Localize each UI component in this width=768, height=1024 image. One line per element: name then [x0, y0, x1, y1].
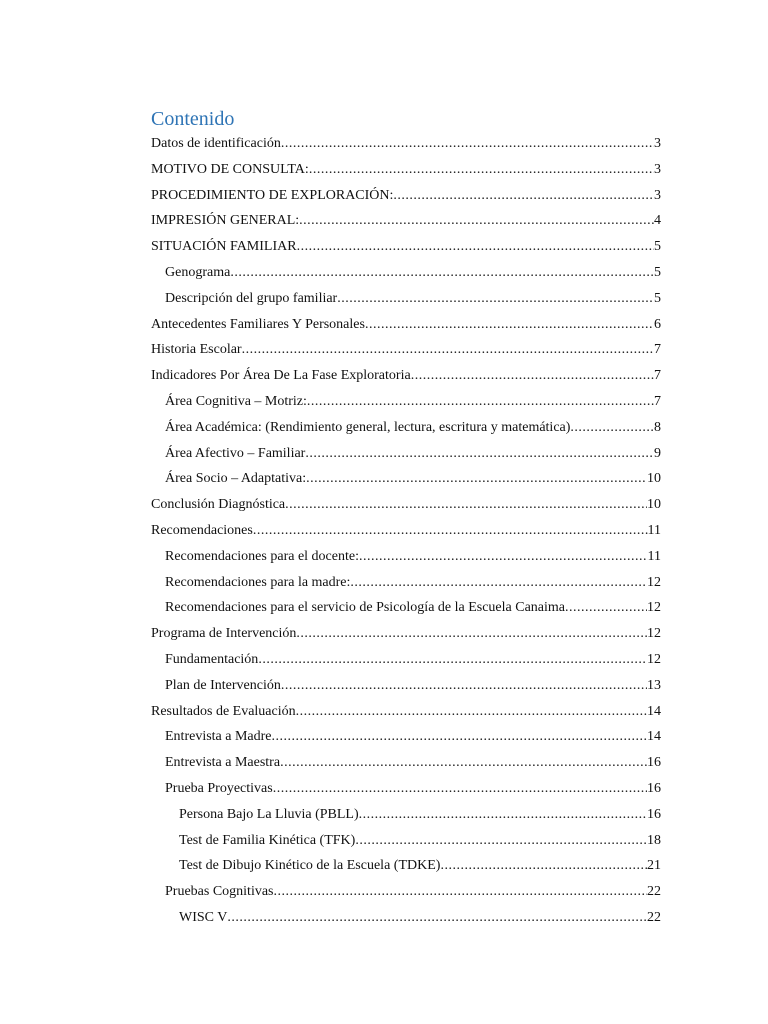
toc-entry-title: Recomendaciones para el servicio de Psicología de la Escuela Canaima: [165, 600, 566, 616]
toc-entry-title: Área Afectivo – Familiar: [165, 445, 306, 461]
dot-leader: [359, 544, 648, 570]
toc-heading: Contenido: [151, 108, 235, 130]
toc-entry[interactable]: [151, 544, 661, 570]
toc-page-number: 8: [654, 419, 661, 435]
toc-entry-title: Test de Dibujo Kinético de la Escuela (TDKE): [179, 858, 441, 874]
dot-leader: [281, 131, 654, 157]
dot-leader: [309, 157, 654, 183]
toc-page-number: 13: [647, 677, 661, 693]
toc-entry[interactable]: [151, 724, 661, 750]
toc-page-number: 16: [647, 806, 661, 822]
toc-entry-title: PROCEDIMIENTO DE EXPLORACIÓN:: [151, 187, 394, 203]
toc-entry[interactable]: [151, 466, 661, 492]
dot-leader: [365, 312, 654, 338]
dot-leader: [296, 621, 647, 647]
toc-entry[interactable]: [151, 905, 661, 931]
dot-leader: [350, 570, 647, 596]
toc-entry[interactable]: [151, 337, 661, 363]
toc-page-number: 12: [647, 574, 661, 590]
toc-entry[interactable]: [151, 234, 661, 260]
toc-page-number: 16: [647, 755, 661, 771]
toc-entry[interactable]: [151, 363, 661, 389]
toc-page-number: 7: [654, 368, 661, 384]
dot-leader: [305, 441, 654, 467]
toc-entry[interactable]: [151, 802, 661, 828]
toc-entry-title: Historia Escolar: [151, 342, 242, 358]
toc-page-number: 12: [647, 651, 661, 667]
toc-entry-title: Área Cognitiva – Motriz:: [165, 393, 307, 409]
toc-page-number: 7: [654, 342, 661, 358]
toc-entry-title: Prueba Proyectivas: [165, 780, 273, 796]
toc-entry[interactable]: [151, 647, 661, 673]
toc-page-number: 14: [647, 703, 661, 719]
toc-entry[interactable]: [151, 183, 661, 209]
dot-leader: [411, 363, 654, 389]
toc-entry[interactable]: [151, 699, 661, 725]
toc-page-number: 11: [647, 548, 661, 564]
dot-leader: [274, 879, 648, 905]
toc-page-number: 12: [647, 626, 661, 642]
toc-page-number: 10: [647, 497, 661, 513]
toc-entry[interactable]: [151, 828, 661, 854]
toc-entry-title: Indicadores Por Área De La Fase Exploratoria: [151, 368, 411, 384]
dot-leader: [307, 389, 654, 415]
toc-entry-title: Entrevista a Madre: [165, 729, 272, 745]
toc-entry-title: Conclusión Diagnóstica: [151, 497, 286, 513]
toc-entry-title: WISC V: [179, 909, 228, 925]
toc-page-number: 7: [654, 393, 661, 409]
dot-leader: [297, 234, 654, 260]
dot-leader: [273, 776, 647, 802]
dot-leader: [440, 853, 647, 879]
toc-entry[interactable]: [151, 879, 661, 905]
toc-entry[interactable]: [151, 673, 661, 699]
toc-entry-title: Fundamentación: [165, 651, 259, 667]
toc-entry-title: Datos de identificación: [151, 136, 281, 151]
toc-page-number: 4: [654, 213, 661, 229]
dot-leader: [359, 802, 647, 828]
toc-page-number: 12: [647, 600, 661, 616]
toc-page-number: 9: [654, 445, 661, 461]
dot-leader: [258, 647, 647, 673]
dot-leader: [230, 260, 654, 286]
toc-entry-title: Recomendaciones: [151, 522, 253, 538]
dot-leader: [227, 905, 647, 931]
toc-page-number: 16: [647, 780, 661, 796]
toc-entry-title: Test de Familia Kinética (TFK): [179, 832, 356, 848]
toc-entry-title: MOTIVO DE CONSULTA:: [151, 161, 309, 177]
toc-entry[interactable]: [151, 595, 661, 621]
toc-entry[interactable]: [151, 518, 661, 544]
dot-leader: [242, 337, 654, 363]
table-of-contents: [151, 131, 661, 931]
toc-page-number: 11: [647, 522, 661, 538]
toc-page-number: 10: [647, 471, 661, 487]
dot-leader: [306, 466, 647, 492]
dot-leader: [253, 518, 648, 544]
toc-entry[interactable]: [151, 570, 661, 596]
toc-page-number: 22: [647, 909, 661, 925]
dot-leader: [565, 595, 647, 621]
toc-entry-title: Pruebas Cognitivas: [165, 884, 274, 900]
toc-entry[interactable]: [151, 312, 661, 338]
toc-entry[interactable]: [151, 131, 661, 157]
toc-entry[interactable]: [151, 853, 661, 879]
toc-entry-title: Recomendaciones para la madre:: [165, 574, 351, 590]
toc-entry-title: Resultados de Evaluación: [151, 703, 296, 719]
toc-page-number: 6: [654, 316, 661, 332]
toc-entry-title: Entrevista a Maestra: [165, 755, 281, 771]
toc-entry[interactable]: [151, 415, 661, 441]
toc-page-number: 5: [654, 239, 661, 255]
toc-page-number: 21: [647, 858, 661, 874]
dot-leader: [337, 286, 654, 312]
toc-entry-title: SITUACIÓN FAMILIAR: [151, 239, 297, 255]
toc-entry-title: Persona Bajo La Lluvia (PBLL): [179, 806, 359, 822]
toc-entry-title: IMPRESIÓN GENERAL:: [151, 213, 300, 229]
dot-leader: [296, 699, 647, 725]
toc-entry[interactable]: [151, 621, 661, 647]
dot-leader: [272, 724, 647, 750]
toc-page-number: 3: [654, 161, 661, 177]
dot-leader: [285, 492, 647, 518]
toc-entry[interactable]: [151, 492, 661, 518]
dot-leader: [570, 415, 654, 441]
toc-entry[interactable]: [151, 441, 661, 467]
toc-entry[interactable]: [151, 750, 661, 776]
toc-entry-title: Área Socio – Adaptativa:: [165, 471, 307, 487]
toc-entry-title: Genograma: [165, 264, 231, 280]
toc-entry[interactable]: [151, 208, 661, 234]
toc-page-number: 22: [647, 884, 661, 900]
toc-page-number: 3: [654, 187, 661, 203]
dot-leader: [393, 183, 654, 209]
toc-entry[interactable]: [151, 389, 661, 415]
toc-entry[interactable]: [151, 286, 661, 312]
toc-page-number: 14: [647, 729, 661, 745]
toc-entry[interactable]: [151, 776, 661, 802]
dot-leader: [299, 208, 654, 234]
toc-entry-title: Antecedentes Familiares Y Personales: [151, 316, 365, 332]
dot-leader: [355, 828, 647, 854]
toc-entry-title: Plan de Intervención: [165, 677, 281, 693]
toc-page-number: 5: [654, 290, 661, 306]
toc-page-number: 3: [654, 136, 661, 151]
toc-page-number: 5: [654, 264, 661, 280]
toc-entry-title: Descripción del grupo familiar: [165, 290, 338, 306]
toc-entry-title: Recomendaciones para el docente:: [165, 548, 359, 564]
toc-entry[interactable]: [151, 260, 661, 286]
toc-entry[interactable]: [151, 157, 661, 183]
toc-page-number: 18: [647, 832, 661, 848]
dot-leader: [280, 750, 647, 776]
toc-entry-title: Área Académica: (Rendimiento general, lectura, escritura y matemática): [165, 419, 571, 435]
dot-leader: [281, 673, 647, 699]
toc-entry-title: Programa de Intervención: [151, 626, 297, 642]
